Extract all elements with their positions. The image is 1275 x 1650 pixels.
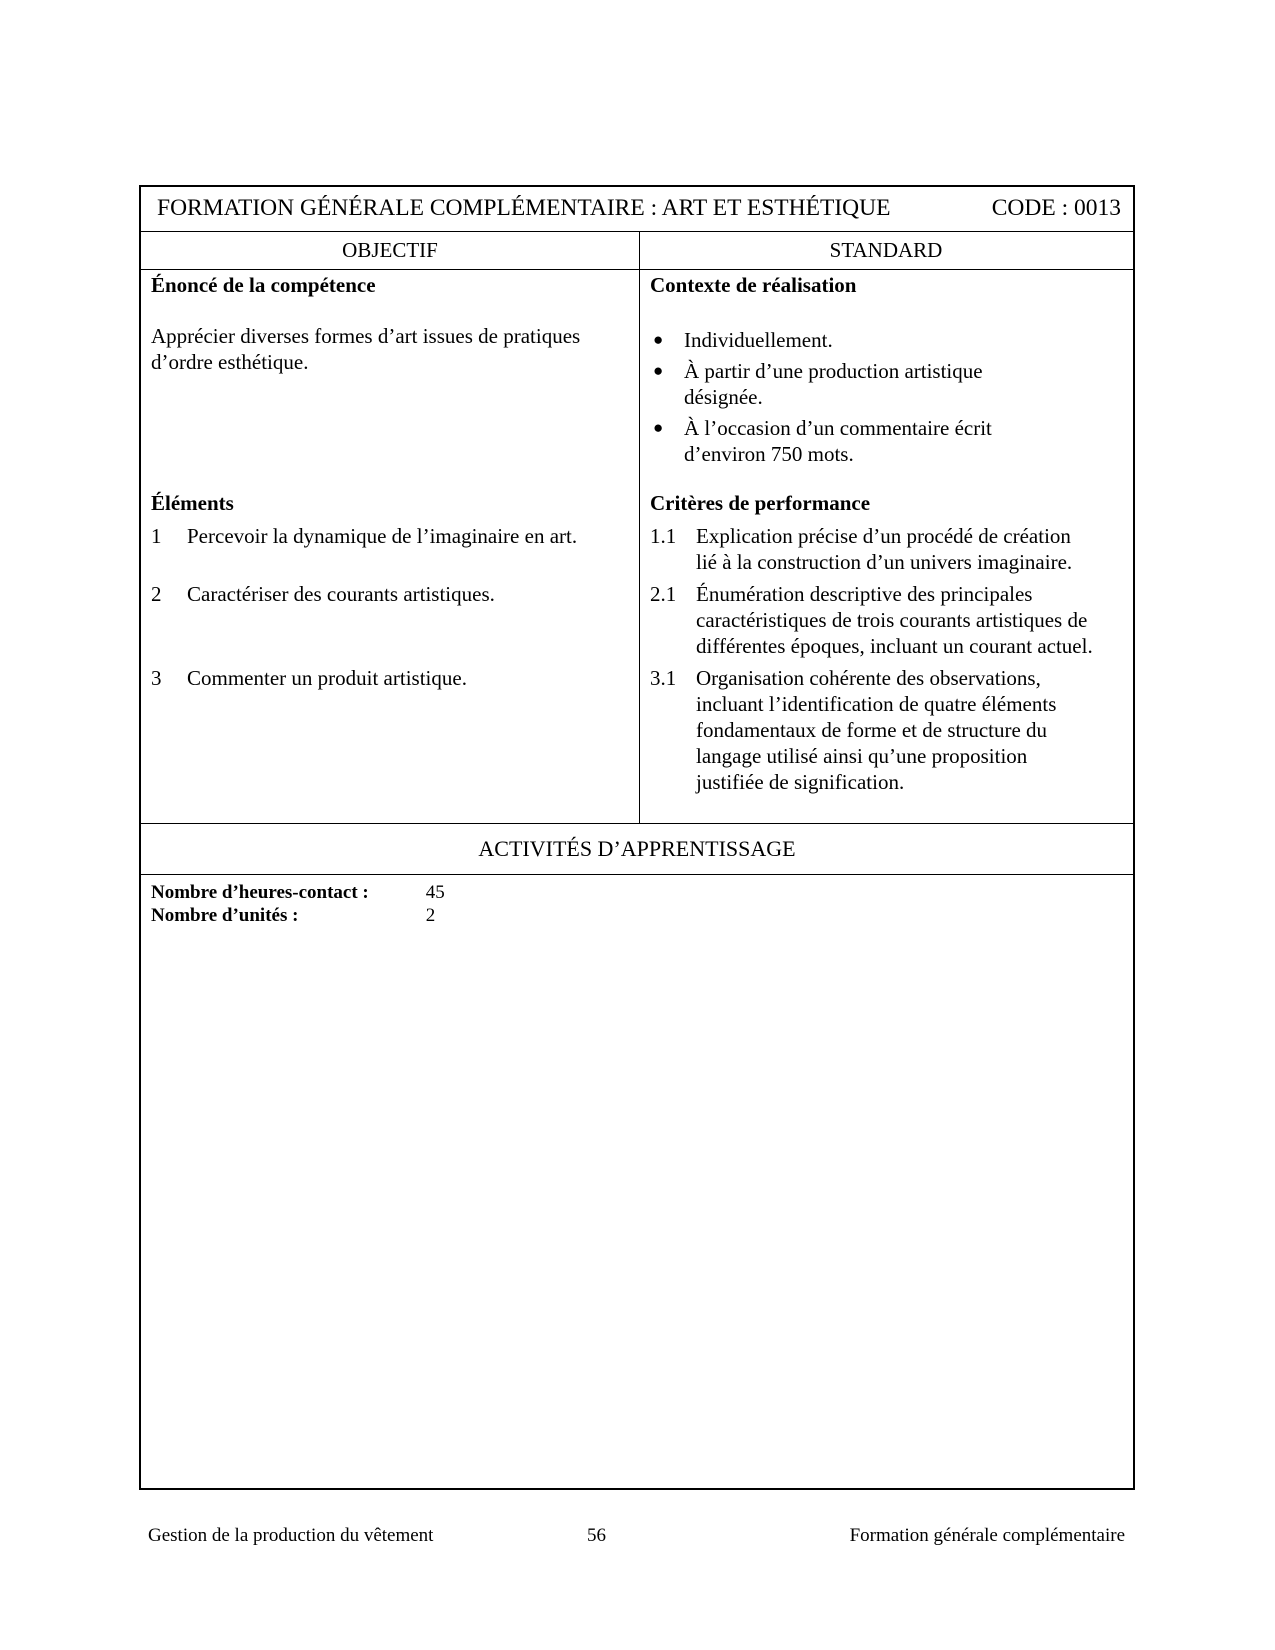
footer-section: Formation générale complémentaire bbox=[849, 1525, 1125, 1546]
criterion-item bbox=[650, 523, 1130, 575]
context-heading: Contexte de réalisation bbox=[650, 273, 857, 297]
units-label: Nombre d’unités : bbox=[151, 905, 299, 926]
criterion-text bbox=[696, 665, 1132, 795]
column-header-row bbox=[141, 231, 1133, 270]
footer-program: Gestion de la production du vêtement bbox=[148, 1525, 434, 1546]
element-item bbox=[151, 581, 629, 607]
context-list bbox=[650, 327, 1130, 472]
course-title: FORMATION GÉNÉRALE COMPLÉMENTAIRE : ART ET ESTHÉTIQUE bbox=[157, 195, 891, 221]
title-row bbox=[141, 187, 1133, 232]
criterion-line: Explication précise d’un procédé de création bbox=[696, 524, 1071, 548]
criterion-line: Énumération descriptive des principales bbox=[696, 582, 1033, 606]
context-item bbox=[650, 327, 1130, 353]
column-divider bbox=[639, 231, 640, 823]
criterion-line: différentes époques, incluant un courant actuel. bbox=[696, 634, 1093, 658]
criterion-number: 2.1 bbox=[650, 582, 677, 606]
criterion-line: lié à la construction d’un univers imaginaire. bbox=[696, 550, 1073, 574]
criterion-line: fondamentaux de forme et de structure du bbox=[696, 718, 1048, 742]
hours-value: 45 bbox=[425, 882, 445, 903]
criterion-line: incluant l’identification de quatre éléments bbox=[696, 692, 1057, 716]
competence-text-line-1: Apprécier diverses formes d’art issues de pratiques bbox=[151, 324, 581, 348]
course-code: CODE : 0013 bbox=[991, 195, 1121, 221]
criterion-number: 3.1 bbox=[650, 666, 677, 690]
element-item bbox=[151, 523, 629, 549]
element-number: 2 bbox=[151, 582, 162, 606]
bullet-icon: ● bbox=[653, 330, 664, 349]
context-line: À l’occasion d’un commentaire écrit bbox=[684, 416, 992, 440]
element-number: 1 bbox=[151, 524, 162, 548]
criterion-line: caractéristiques de trois courants artistiques de bbox=[696, 608, 1088, 632]
context-item bbox=[650, 415, 1130, 467]
bullet-icon: ● bbox=[653, 361, 664, 380]
criterion-line: Organisation cohérente des observations, bbox=[696, 666, 1041, 690]
criterion-text bbox=[696, 523, 1132, 575]
hours-row bbox=[151, 881, 445, 904]
hours-label: Nombre d’heures-contact : bbox=[151, 882, 369, 903]
element-item bbox=[151, 665, 629, 691]
standard-header: STANDARD bbox=[829, 238, 943, 262]
element-number: 3 bbox=[151, 666, 162, 690]
context-item bbox=[650, 358, 1130, 410]
element-text: Caractériser des courants artistiques. bbox=[187, 582, 495, 606]
competence-text-line-2: d’ordre esthétique. bbox=[151, 350, 309, 374]
criterion-number: 1.1 bbox=[650, 524, 677, 548]
criterion-item bbox=[650, 581, 1130, 659]
criterion-line: justifiée de signification. bbox=[696, 770, 905, 794]
context-line: À partir d’une production artistique bbox=[684, 359, 983, 383]
context-line: désignée. bbox=[684, 385, 763, 409]
hours-block bbox=[151, 881, 445, 927]
page-number: 56 bbox=[587, 1525, 606, 1546]
element-text: Commenter un produit artistique. bbox=[187, 666, 467, 690]
competence-heading: Énoncé de la compétence bbox=[151, 273, 376, 297]
units-value: 2 bbox=[425, 905, 436, 926]
activities-header: ACTIVITÉS D’APPRENTISSAGE bbox=[141, 823, 1133, 875]
element-text: Percevoir la dynamique de l’imaginaire en art. bbox=[187, 524, 578, 548]
elements-heading: Éléments bbox=[151, 491, 234, 515]
bullet-icon: ● bbox=[653, 418, 664, 437]
objectif-header: OBJECTIF bbox=[342, 238, 438, 262]
criterion-text bbox=[696, 581, 1132, 659]
criteria-heading: Critères de performance bbox=[650, 491, 871, 515]
context-line: d’environ 750 mots. bbox=[684, 442, 854, 466]
context-line: Individuellement. bbox=[684, 328, 833, 352]
course-table bbox=[139, 185, 1135, 1490]
units-row bbox=[151, 904, 445, 927]
criterion-item bbox=[650, 665, 1130, 795]
criterion-line: langage utilisé ainsi qu’une proposition bbox=[696, 744, 1028, 768]
